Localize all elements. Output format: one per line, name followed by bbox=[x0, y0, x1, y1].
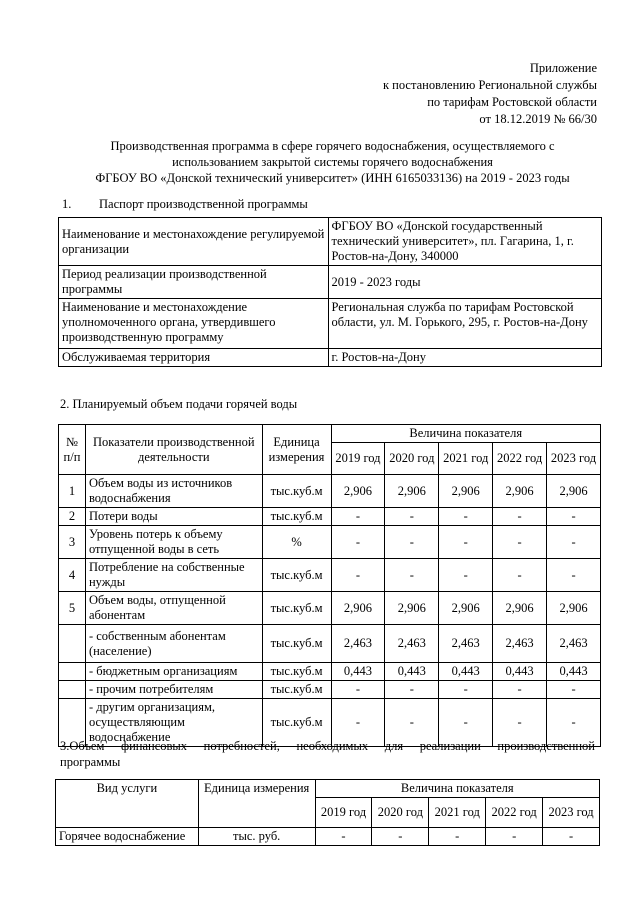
year-header: 2022 год bbox=[493, 443, 547, 475]
value-cell: 2,463 bbox=[385, 625, 439, 663]
value-cell: 2,906 bbox=[547, 475, 601, 508]
row-number: 5 bbox=[59, 592, 86, 625]
table-row bbox=[59, 681, 601, 699]
row-number bbox=[59, 625, 86, 663]
appendix-line-3: по тарифам Ростовской области bbox=[427, 95, 597, 109]
col-header-unit: Единица измерения bbox=[198, 780, 315, 828]
row-number bbox=[59, 681, 86, 699]
value-cell: - bbox=[547, 699, 601, 747]
value-cell: - bbox=[493, 526, 547, 559]
col-header-value: Величина показателя bbox=[315, 780, 599, 798]
finance-table bbox=[55, 779, 600, 846]
value-cell: 0,443 bbox=[493, 663, 547, 681]
table-row bbox=[59, 592, 601, 625]
value-cell: 2,906 bbox=[493, 592, 547, 625]
section3-heading-word: 3.Объем bbox=[60, 739, 105, 753]
year-header: 2022 год bbox=[486, 798, 543, 828]
value-cell: 0,443 bbox=[439, 663, 493, 681]
section1-number: 1. bbox=[62, 197, 72, 211]
value-cell: - bbox=[547, 559, 601, 592]
value-cell: - bbox=[543, 828, 600, 846]
unit-cell: тыс.куб.м bbox=[262, 559, 331, 592]
passport-label: Наименование и местонахождение уполномоченного органа, утвердившего производственную программу bbox=[59, 299, 329, 349]
water-volume-table bbox=[58, 424, 601, 747]
value-cell: - bbox=[439, 526, 493, 559]
indicator-name: Объем воды, отпущенной абонентам bbox=[85, 592, 262, 625]
title-line-1: Производственная программа в сфере горячего водоснабжения, осуществляемого с bbox=[110, 139, 555, 153]
value-cell: - bbox=[547, 508, 601, 526]
year-header: 2021 год bbox=[439, 443, 493, 475]
unit-cell: тыс.куб.м bbox=[262, 663, 331, 681]
section3-heading-word: финансовых bbox=[120, 739, 188, 753]
value-cell: - bbox=[493, 681, 547, 699]
value-cell: - bbox=[547, 526, 601, 559]
row-number: 3 bbox=[59, 526, 86, 559]
title-line-2: использованием закрытой системы горячего водоснабжения bbox=[172, 155, 493, 169]
indicator-name: - другим организациям, осуществляющим водоснабжение bbox=[85, 699, 262, 747]
col-header-num: № п/п bbox=[59, 425, 86, 475]
value-cell: - bbox=[493, 559, 547, 592]
passport-value: 2019 - 2023 годы bbox=[328, 266, 601, 299]
table-row bbox=[59, 299, 602, 349]
section3-heading-word: реализации bbox=[419, 739, 481, 753]
table-row bbox=[59, 663, 601, 681]
appendix-header bbox=[383, 60, 597, 128]
value-cell: - bbox=[493, 699, 547, 747]
value-cell: 0,443 bbox=[547, 663, 601, 681]
unit-cell: тыс.куб.м bbox=[262, 508, 331, 526]
value-cell: 2,906 bbox=[439, 475, 493, 508]
indicator-name: Потери воды bbox=[85, 508, 262, 526]
row-number: 1 bbox=[59, 475, 86, 508]
value-cell: - bbox=[493, 508, 547, 526]
section3-heading-word: необходимых bbox=[296, 739, 369, 753]
passport-label: Наименование и местонахождение регулируемой организации bbox=[59, 218, 329, 266]
value-cell: - bbox=[331, 699, 385, 747]
service-unit: тыс. руб. bbox=[198, 828, 315, 846]
value-cell: 2,906 bbox=[331, 475, 385, 508]
value-cell: - bbox=[439, 681, 493, 699]
value-cell: 2,463 bbox=[493, 625, 547, 663]
value-cell: - bbox=[486, 828, 543, 846]
value-cell: - bbox=[385, 526, 439, 559]
section2-heading: 2. Планируемый объем подачи горячей воды bbox=[60, 397, 298, 411]
table-row bbox=[59, 349, 602, 367]
indicator-name: - собственным абонентам (население) bbox=[85, 625, 262, 663]
section3-heading-word: производственной bbox=[497, 739, 595, 753]
table-row bbox=[56, 828, 600, 846]
indicator-name: Уровень потерь к объему отпущенной воды в сеть bbox=[85, 526, 262, 559]
row-number bbox=[59, 663, 86, 681]
indicator-name: - прочим потребителям bbox=[85, 681, 262, 699]
table-row bbox=[59, 508, 601, 526]
value-cell: 2,906 bbox=[385, 592, 439, 625]
value-cell: 2,463 bbox=[331, 625, 385, 663]
value-cell: - bbox=[385, 559, 439, 592]
table-row bbox=[59, 266, 602, 299]
value-cell: - bbox=[385, 508, 439, 526]
passport-value: Региональная служба по тарифам Ростовской области, ул. М. Горького, 295, г. Ростов-на-Дону bbox=[328, 299, 601, 349]
year-header: 2023 год bbox=[547, 443, 601, 475]
indicator-name: Объем воды из источников водоснабжения bbox=[85, 475, 262, 508]
value-cell: - bbox=[372, 828, 429, 846]
unit-cell: тыс.куб.м bbox=[262, 681, 331, 699]
value-cell: 2,906 bbox=[331, 592, 385, 625]
value-cell: 2,906 bbox=[547, 592, 601, 625]
col-header-value: Величина показателя bbox=[331, 425, 601, 443]
col-header-unit: Единица измерения bbox=[262, 425, 331, 475]
year-header: 2021 год bbox=[429, 798, 486, 828]
section3-heading-word: потребностей, bbox=[203, 739, 280, 753]
col-header-service: Вид услуги bbox=[56, 780, 199, 828]
unit-cell: тыс.куб.м bbox=[262, 625, 331, 663]
table-header-row bbox=[56, 780, 600, 798]
section3-heading-word: для bbox=[384, 739, 404, 753]
value-cell: - bbox=[439, 699, 493, 747]
title-line-3: ФГБОУ ВО «Донской технический университет» (ИНН 6165033136) на 2019 - 2023 годы bbox=[95, 171, 570, 185]
year-header: 2019 год bbox=[331, 443, 385, 475]
unit-cell: тыс.куб.м bbox=[262, 699, 331, 747]
unit-cell: тыс.куб.м bbox=[262, 592, 331, 625]
year-header: 2020 год bbox=[372, 798, 429, 828]
indicator-name: - бюджетным организациям bbox=[85, 663, 262, 681]
appendix-line-4: от 18.12.2019 № 66/30 bbox=[479, 112, 597, 126]
table-row bbox=[59, 526, 601, 559]
section3-heading-line2: программы bbox=[60, 755, 121, 769]
appendix-line-1: Приложение bbox=[529, 61, 597, 75]
value-cell: - bbox=[385, 699, 439, 747]
value-cell: - bbox=[439, 559, 493, 592]
value-cell: - bbox=[547, 681, 601, 699]
section3-heading bbox=[60, 738, 595, 770]
value-cell: - bbox=[385, 681, 439, 699]
row-number: 4 bbox=[59, 559, 86, 592]
passport-value: г. Ростов-на-Дону bbox=[328, 349, 601, 367]
value-cell: - bbox=[331, 681, 385, 699]
year-header: 2020 год bbox=[385, 443, 439, 475]
table-row bbox=[59, 218, 602, 266]
appendix-line-2: к постановлению Региональной службы bbox=[382, 78, 597, 92]
unit-cell: % bbox=[262, 526, 331, 559]
document-title bbox=[60, 138, 605, 186]
table-row bbox=[59, 625, 601, 663]
table-row bbox=[59, 475, 601, 508]
value-cell: - bbox=[331, 559, 385, 592]
value-cell: - bbox=[331, 508, 385, 526]
value-cell: - bbox=[331, 526, 385, 559]
value-cell: - bbox=[439, 508, 493, 526]
year-header: 2023 год bbox=[543, 798, 600, 828]
value-cell: 2,906 bbox=[385, 475, 439, 508]
year-header: 2019 год bbox=[315, 798, 372, 828]
value-cell: 2,463 bbox=[439, 625, 493, 663]
value-cell: - bbox=[429, 828, 486, 846]
passport-label: Обслуживаемая территория bbox=[59, 349, 329, 367]
value-cell: 0,443 bbox=[331, 663, 385, 681]
section1-heading: Паспорт производственной программы bbox=[99, 197, 308, 211]
table-header-row bbox=[59, 425, 601, 443]
value-cell: 2,463 bbox=[547, 625, 601, 663]
value-cell: - bbox=[315, 828, 372, 846]
value-cell: 2,906 bbox=[439, 592, 493, 625]
passport-value: ФГБОУ ВО «Донской государственный технический университет», пл. Гагарина, 1, г. Ростов-на-Дону, 340000 bbox=[328, 218, 601, 266]
service-name: Горячее водоснабжение bbox=[56, 828, 199, 846]
value-cell: 2,906 bbox=[493, 475, 547, 508]
passport-label: Период реализации производственной программы bbox=[59, 266, 329, 299]
unit-cell: тыс.куб.м bbox=[262, 475, 331, 508]
value-cell: 0,443 bbox=[385, 663, 439, 681]
indicator-name: Потребление на собственные нужды bbox=[85, 559, 262, 592]
table-row bbox=[59, 559, 601, 592]
col-header-indicator: Показатели производственной деятельности bbox=[85, 425, 262, 475]
passport-table bbox=[58, 217, 602, 367]
row-number: 2 bbox=[59, 508, 86, 526]
